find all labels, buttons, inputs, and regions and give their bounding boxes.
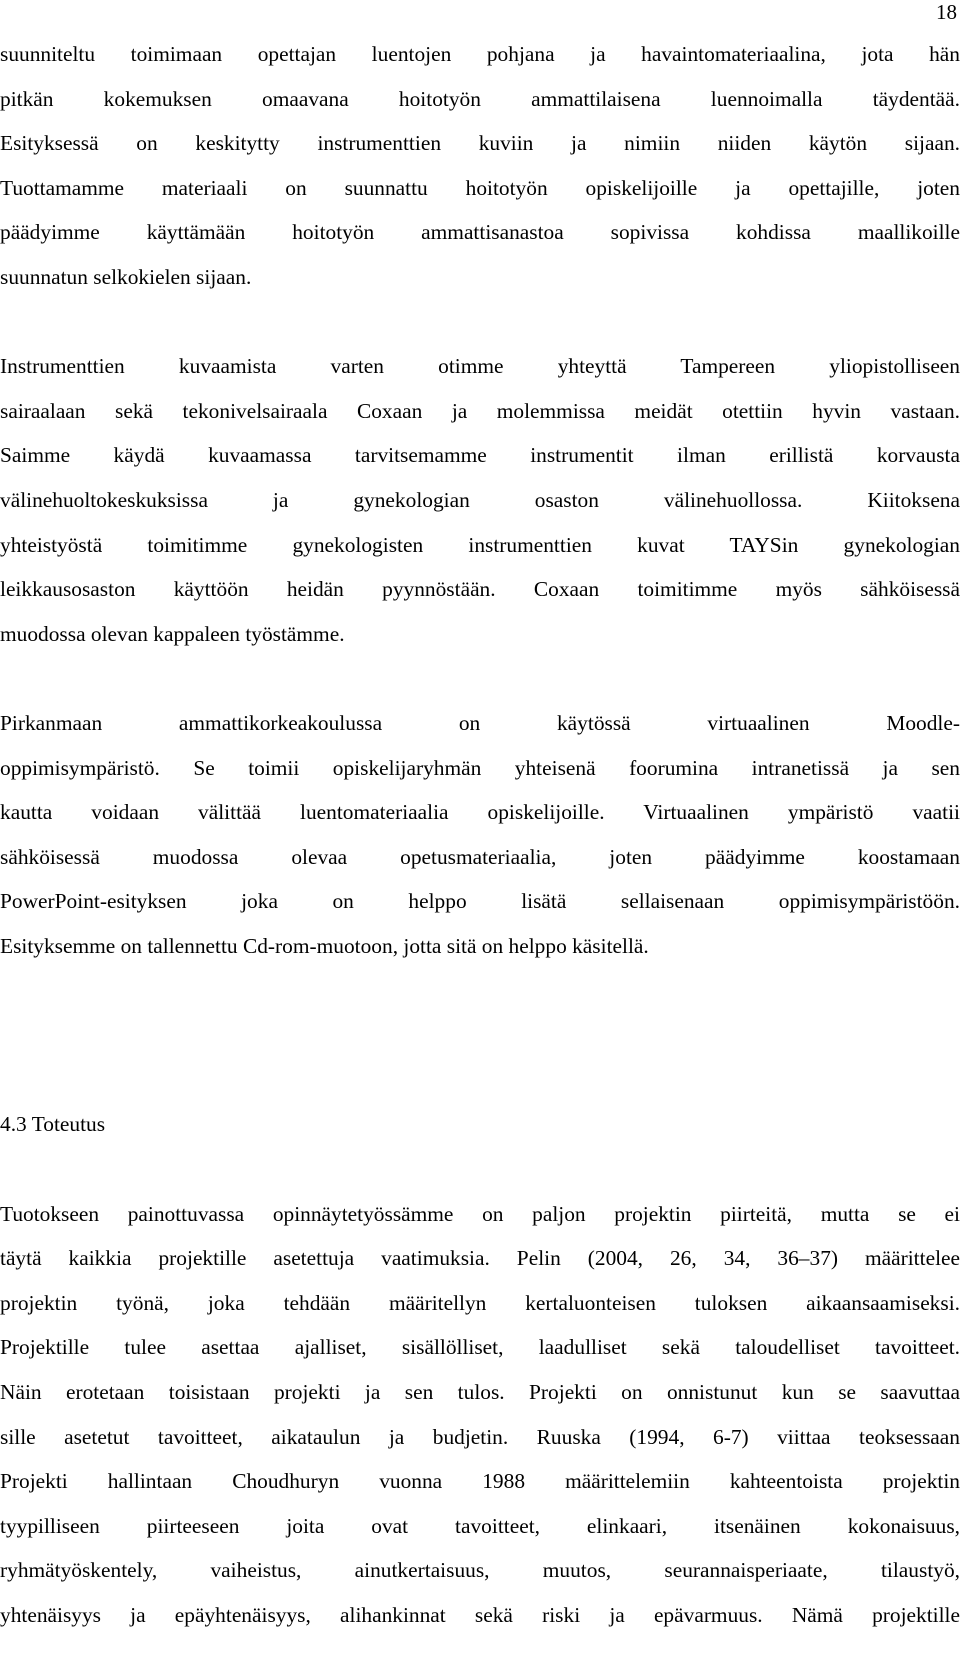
text-line: täytä kaikkia projektille asetettuja vaatimuksia. Pelin (2004, 26, 34, 36–37) määrittelee xyxy=(0,1246,960,1271)
text-line: päädyimme käyttämään hoitotyön ammattisanastoa sopivissa kohdissa maallikoille xyxy=(0,220,960,245)
text-line: suunnatun selkokielen sijaan. xyxy=(0,264,252,289)
text-line: sähköisessä muodossa olevaa opetusmateriaalia, joten päädyimme koostamaan xyxy=(0,844,960,869)
section-spacer xyxy=(0,968,960,1102)
paragraph-4 xyxy=(0,1192,960,1638)
text-line: yhtenäisyys ja epäyhtenäisyys, alihankinnat sekä riski ja epävarmuus. Nämä projektille xyxy=(0,1603,960,1627)
page-number: 18 xyxy=(936,0,957,24)
paragraph-1 xyxy=(0,32,960,300)
text-line: muodossa olevan kappaleen työstämme. xyxy=(0,621,345,646)
text-line: Esityksessä on keskitytty instrumenttien kuviin ja nimiin niiden käytön sijaan. xyxy=(0,131,960,156)
text-line: Pirkanmaan ammattikorkeakoulussa on käytössä virtuaalinen Moodle- xyxy=(0,710,960,735)
heading-spacer xyxy=(0,1147,960,1192)
text-line: kautta voidaan välittää luentomateriaalia opiskelijoille. Virtuaalinen ympäristö vaatii xyxy=(0,800,960,825)
text-line: Projekti hallintaan Choudhuryn vuonna 1988 määrittelemiin kahteentoista projektin xyxy=(0,1469,960,1494)
text-line: Instrumenttien kuvaamista varten otimme yhteyttä Tampereen yliopistolliseen xyxy=(0,354,960,379)
text-line: tyypilliseen piirteeseen joita ovat tavoitteet, elinkaari, itsenäinen kokonaisuus, xyxy=(0,1513,960,1538)
text-line: oppimisympäristö. Se toimii opiskelijaryhmän yhteisenä foorumina intranetissä ja sen xyxy=(0,755,960,780)
text-line: Tuottamamme materiaali on suunnattu hoitotyön opiskelijoille ja opettajille, joten xyxy=(0,175,960,200)
text-line: sairaalaan sekä tekonivelsairaala Coxaan ja molemmissa meidät otettiin hyvin vastaan. xyxy=(0,398,960,423)
text-line: sille asetetut tavoitteet, aikataulun ja budjetin. Ruuska (1994, 6-7) viittaa teoksessaan xyxy=(0,1424,960,1449)
paragraph-spacer xyxy=(0,300,960,345)
paragraph-spacer xyxy=(0,656,960,701)
text-line: suunniteltu toimimaan opettajan luentojen pohjana ja havaintomateriaalina, jota hän xyxy=(0,42,960,66)
text-line: pitkän kokemuksen omaavana hoitotyön ammattilaisena luennoimalla täydentää. xyxy=(0,86,960,111)
text-line: Saimme käydä kuvaamassa tarvitsemamme instrumentit ilman erillistä korvausta xyxy=(0,443,960,468)
text-line: Tuotokseen painottuvassa opinnäytetyössämme on paljon projektin piirteitä, mutta se ei xyxy=(0,1201,960,1226)
text-line: PowerPoint-esityksen joka on helppo lisätä sellaisenaan oppimisympäristöön. xyxy=(0,889,960,914)
text-line: ryhmätyöskentely, vaiheistus, ainutkertaisuus, muutos, seurannaisperiaate, tilaustyö, xyxy=(0,1558,960,1583)
text-line: Näin erotetaan toisistaan projekti ja sen tulos. Projekti on onnistunut kun se saavuttaa xyxy=(0,1380,960,1405)
text-line: Esityksemme on tallennettu Cd-rom-muotoon, jotta sitä on helppo käsitellä. xyxy=(0,933,649,958)
text-line: leikkausosaston käyttöön heidän pyynnöstään. Coxaan toimitimme myös sähköisessä xyxy=(0,577,960,602)
text-line: yhteistyöstä toimitimme gynekologisten instrumenttien kuvat TAYSin gynekologian xyxy=(0,532,960,557)
text-line: projektin työnä, joka tehdään määritellyn kertaluonteisen tuloksen aikaansaamiseksi. xyxy=(0,1290,960,1315)
document-body xyxy=(0,32,960,1638)
paragraph-3 xyxy=(0,701,960,969)
text-line: välinehuoltokeskuksissa ja gynekologian osaston välinehuollossa. Kiitoksena xyxy=(0,487,960,512)
text-line: Projektille tulee asettaa ajalliset, sisällölliset, laadulliset sekä taloudelliset tavoitteet. xyxy=(0,1335,960,1360)
section-heading: 4.3 Toteutus xyxy=(0,1112,106,1137)
paragraph-2 xyxy=(0,344,960,656)
